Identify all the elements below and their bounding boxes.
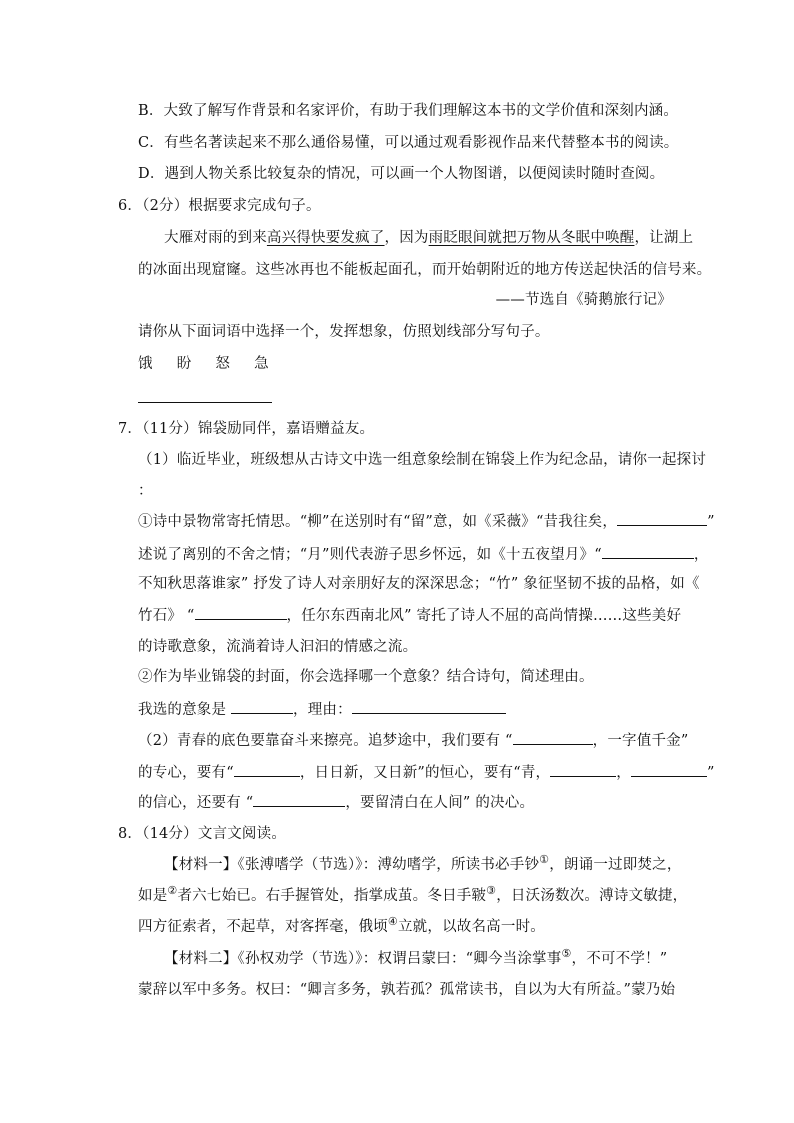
q8-material1-line1 xyxy=(164,855,682,875)
q8-material2-line2: 蒙辞以军中多务。权曰：“卿言多务，孰若孤？孤常读书，自以为大有所益。”蒙乃始 xyxy=(138,982,676,998)
blank-zhushi[interactable] xyxy=(195,605,287,620)
q7-sub2-end: ，一字值千金” xyxy=(592,733,689,749)
q6-underlined-phrase-2: 雨眨眼间就把万物从冬眠中唤醒 xyxy=(428,230,635,246)
q7-imagery-label: 我选的意象是 xyxy=(138,702,232,718)
q8-m1-text-end: ，朗诵一过即焚之， xyxy=(549,857,682,873)
q7-line2 xyxy=(138,544,709,565)
q6-underlined-phrase-1: 高兴得快要发疯了 xyxy=(266,230,385,246)
blank-yiziqianjin[interactable] xyxy=(513,730,593,745)
q8-m2-text-mid: 者六七始已。右手握管处，指掌成茧。冬日手皲 xyxy=(177,888,487,904)
q7-line9-end: ” xyxy=(706,765,715,781)
q6-passage-line2: 的冰面出现窟窿。这些冰再也不能板起面孔，而开始朝附近的地方传送起快活的信号来。 xyxy=(138,262,712,278)
q7-sub1-prompt: （1）临近毕业，班级想从古诗文中选一组意象绘制在锦袋上作为纪念品，请你一起探讨 xyxy=(138,452,707,468)
q8-m3-text-end: 立就，以故名高一时。 xyxy=(397,919,545,935)
q7-sub1-prompt-cont: ： xyxy=(138,483,153,499)
q8-m2-text-end: ，日沃汤数次。溥诗文敏捷， xyxy=(496,888,688,904)
q8-header: 8．（14分）文言文阅读。 xyxy=(118,826,287,842)
q7-reason-label: ，理由： xyxy=(293,702,352,718)
q6-p1-text-a: 大雁对雨的到来 xyxy=(164,230,267,246)
q6-word: 怒 xyxy=(215,356,231,372)
q8-material1-line2 xyxy=(138,886,687,906)
q7-line1-end: ” xyxy=(707,514,715,530)
blank-caiwei[interactable] xyxy=(617,511,707,526)
q7-line4-end: ，任尔东西南北风” 寄托了诗人不屈的高尚情操……这些美好 xyxy=(286,608,682,624)
q7-header: 7．（11分）锦袋励同伴，嘉语赠益友。 xyxy=(118,421,375,437)
q6-p1-text-c: ，让湖上 xyxy=(634,230,694,246)
q7-sub2-line2 xyxy=(138,762,715,783)
q7-sub2-line3 xyxy=(138,792,534,813)
q7-line1-text: ①诗中景物常寄托情思。“柳”在送别时有“留”意，如《采薇》“昔我往矣， xyxy=(138,514,618,530)
q7-line9-comma: ， xyxy=(616,765,631,781)
q6-source: ——节选自《骑鹅旅行记》 xyxy=(495,292,672,308)
q8-m4-text: 【材料二】《孙权劝学（节选）》：权谓吕蒙曰：“卿今当涂掌事 xyxy=(164,951,562,967)
q7-line9-mid: ，日日新，又日新”的恒心，要有“青， xyxy=(299,765,551,781)
q7-line2-end: ， xyxy=(693,547,709,563)
q7-line1 xyxy=(138,511,715,532)
q8-material1-line3 xyxy=(138,917,545,937)
blank-shiwuye[interactable] xyxy=(602,544,694,559)
option-d: D．遇到人物关系比较复杂的情况，可以画一个人物图谱，以便阅读时随时查阅。 xyxy=(138,166,665,182)
q7-line9-text: 的专心，要有“ xyxy=(138,765,234,781)
footnote-marker: ① xyxy=(539,853,550,867)
q7-line5: 的诗歌意象，流淌着诗人汩汩的情感之流。 xyxy=(138,639,418,655)
q6-word-list xyxy=(138,354,269,374)
q6-word: 盼 xyxy=(176,356,192,372)
blank-reason[interactable] xyxy=(352,699,506,714)
q7-line10-text: 的信心，还要有 “ xyxy=(138,795,254,811)
q7-line4-text: 竹石》 “ xyxy=(138,608,195,624)
blank-ririxin[interactable] xyxy=(234,762,300,777)
footnote-marker: ③ xyxy=(486,884,497,898)
option-b: B．大致了解写作背景和名家评价，有助于我们理解这本书的文学价值和深刻内涵。 xyxy=(138,103,679,119)
footnote-marker: ② xyxy=(167,884,178,898)
q7-line6: ②作为毕业锦袋的封面，你会选择哪一个意象？结合诗句，简述理由。 xyxy=(138,669,594,685)
q6-word: 饿 xyxy=(138,356,153,372)
q8-material2-line1 xyxy=(164,949,667,969)
blank-imagery[interactable] xyxy=(231,699,293,714)
q8-m3-text: 四方征索者，不起草，对客挥毫，俄顷 xyxy=(138,919,388,935)
q6-answer-line[interactable] xyxy=(138,402,272,403)
q8-m4-text-end: ，不可不学！” xyxy=(571,951,668,967)
q7-line10-end: ，要留清白在人间” 的决心。 xyxy=(345,795,535,811)
q6-word: 急 xyxy=(254,356,269,372)
q7-sub2-line1 xyxy=(138,730,688,751)
q6-passage-line1 xyxy=(164,228,693,248)
q6-p1-text-b: ，因为 xyxy=(384,230,429,246)
q8-m2-text: 如是 xyxy=(138,888,168,904)
q7-line4 xyxy=(138,605,681,626)
q7-line2-text: 述说了离别的不舍之情；“月”则代表游子思乡怀远，如《十五夜望月》“ xyxy=(138,547,602,563)
footnote-marker: ⑤ xyxy=(561,947,572,961)
footnote-marker: ④ xyxy=(387,915,398,929)
q6-header: 6．（2分）根据要求完成句子。 xyxy=(118,198,321,214)
blank-qing-2[interactable] xyxy=(631,762,707,777)
blank-qing-1[interactable] xyxy=(550,762,616,777)
option-c: C．有些名著读起来不那么通俗易懂，可以通过观看影视作品来代替整本书的阅读。 xyxy=(138,135,679,151)
q8-m1-text: 【材料一】《张溥嗜学（节选）》：溥幼嗜学，所读书必手钞 xyxy=(164,857,540,873)
q7-line7 xyxy=(138,699,506,720)
q7-line3: 不知秋思落谁家” 抒发了诗人对亲朋好友的深深思念；“竹” 象征坚韧不拔的品格，如《 xyxy=(138,576,700,592)
q7-sub2-text: （2）青春的底色要靠奋斗来擦亮。追梦途中，我们要有 “ xyxy=(138,733,513,749)
q6-instruction: 请你从下面词语中选择一个，发挥想象，仿照划线部分写句子。 xyxy=(138,324,550,340)
blank-shihuiyin[interactable] xyxy=(253,792,345,807)
